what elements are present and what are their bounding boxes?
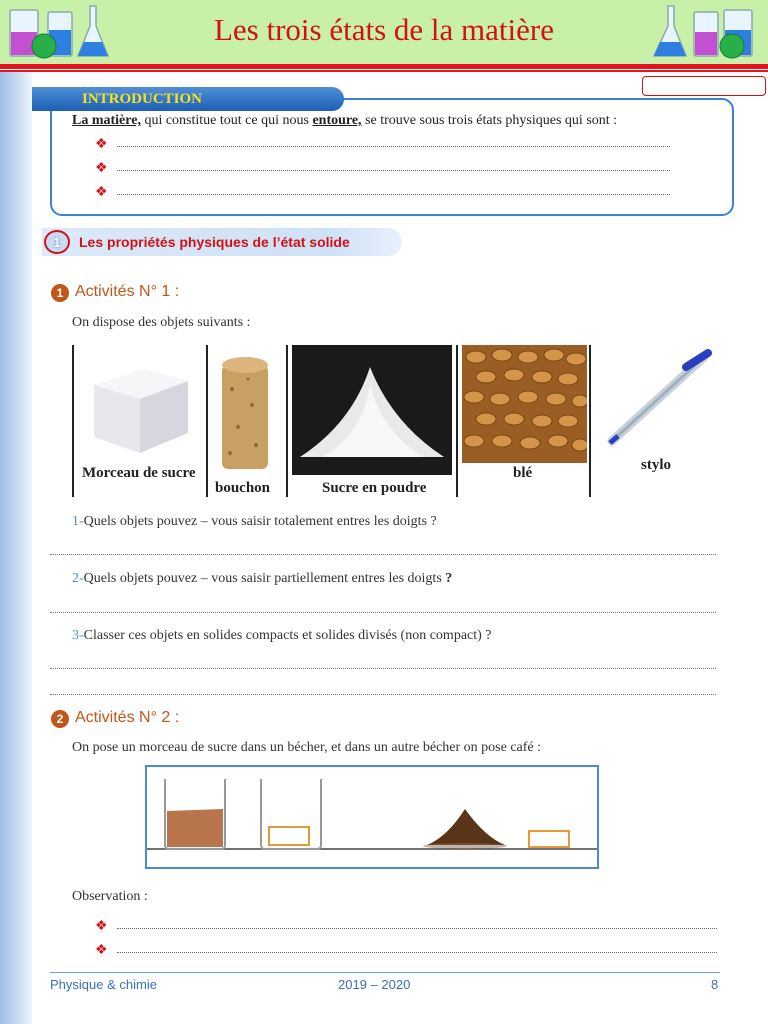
observation-label: Observation : xyxy=(72,889,148,904)
object-label: Sucre en poudre xyxy=(322,480,427,496)
lab-flasks-icon-right xyxy=(648,2,760,62)
question-text: Classer ces objets en solides compacts et solides divisés (non compact) ? xyxy=(83,628,492,643)
introduction-banner xyxy=(32,87,344,111)
answer-dots xyxy=(117,194,670,195)
intro-term-matiere: La matière, xyxy=(72,113,141,128)
intro-answer-line-3[interactable] xyxy=(95,187,670,201)
observation-answer-line-1[interactable] xyxy=(95,921,717,935)
footer-year: 2019 – 2020 xyxy=(338,977,411,992)
answer-line[interactable] xyxy=(50,554,716,555)
activity-title: Activités N° 1 : xyxy=(75,283,180,300)
pen-image xyxy=(604,349,716,449)
diamond-bullet-icon: ❖ xyxy=(95,943,108,958)
divider xyxy=(206,345,208,497)
diamond-bullet-icon: ❖ xyxy=(95,185,108,200)
intro-text-end: se trouve sous trois états physiques qui sont : xyxy=(361,113,618,128)
question-3 xyxy=(72,628,492,644)
intro-answer-line-2[interactable] xyxy=(95,163,670,177)
diamond-bullet-icon: ❖ xyxy=(95,137,108,152)
object-label: bouchon xyxy=(215,480,271,496)
section-number-badge: 1 xyxy=(44,230,70,254)
activity-intro-text: On dispose des objets suivants : xyxy=(72,315,251,330)
diamond-bullet-icon: ❖ xyxy=(95,161,108,176)
answer-line[interactable] xyxy=(50,668,716,669)
beakers-drawing xyxy=(147,767,597,867)
beaker-illustration xyxy=(145,765,599,869)
header-rule-thin xyxy=(0,70,768,72)
question-1 xyxy=(72,514,437,530)
footer-page-number: 8 xyxy=(711,977,719,992)
question-2 xyxy=(72,571,452,587)
activity-number-badge: 1 xyxy=(51,284,69,302)
activity-intro-text: On pose un morceau de sucre dans un bécher, et dans un autre bécher on pose café : xyxy=(72,740,542,755)
divider xyxy=(456,345,458,497)
footer-rule xyxy=(50,972,720,973)
question-number: 3- xyxy=(72,628,84,643)
question-text: Quels objets pouvez – vous saisir totalement entres les doigts ? xyxy=(83,514,437,529)
answer-dots xyxy=(117,146,670,147)
activity-title: Activités N° 2 : xyxy=(75,709,180,726)
observation-answer-line-2[interactable] xyxy=(95,945,717,959)
divider xyxy=(589,345,591,497)
cork-stopper-image xyxy=(218,355,272,473)
page-header xyxy=(0,0,768,64)
header-rule-thick xyxy=(0,64,768,69)
divider xyxy=(72,345,74,497)
divider xyxy=(286,345,288,497)
answer-dots xyxy=(117,928,717,929)
answer-dots xyxy=(117,952,717,953)
question-text: Quels objets pouvez – vous saisir partiellement entres les doigts xyxy=(83,571,446,586)
sugar-cube-image xyxy=(84,363,196,457)
intro-text-part: qui constitue tout ce qui nous xyxy=(140,113,313,128)
object-label: Morceau de sucre xyxy=(82,465,196,481)
activity-number-badge: 2 xyxy=(51,710,69,728)
introduction-heading: INTRODUCTION xyxy=(82,91,203,107)
intro-term-entoure: entoure, xyxy=(312,113,362,128)
object-label: blé xyxy=(513,465,533,481)
lab-flasks-icon-left xyxy=(6,2,118,62)
answer-dots xyxy=(117,170,670,171)
question-number: 2- xyxy=(72,571,84,586)
corner-tab xyxy=(642,76,766,96)
left-margin-band xyxy=(0,70,32,1024)
powdered-sugar-image xyxy=(292,345,452,475)
object-label: stylo xyxy=(641,457,671,473)
question-number: 1- xyxy=(72,514,84,529)
answer-line[interactable] xyxy=(50,694,716,695)
introduction-text xyxy=(72,113,617,129)
diamond-bullet-icon: ❖ xyxy=(95,919,108,934)
wheat-grains-image xyxy=(462,345,587,463)
section-title: Les propriétés physiques de l’état solide xyxy=(79,234,350,250)
question-mark: ? xyxy=(445,571,453,586)
page-title: Les trois états de la matière xyxy=(213,12,554,47)
intro-answer-line-1[interactable] xyxy=(95,139,670,153)
objects-image-strip xyxy=(72,345,722,500)
footer-subject: Physique & chimie xyxy=(50,977,157,992)
answer-line[interactable] xyxy=(50,612,716,613)
